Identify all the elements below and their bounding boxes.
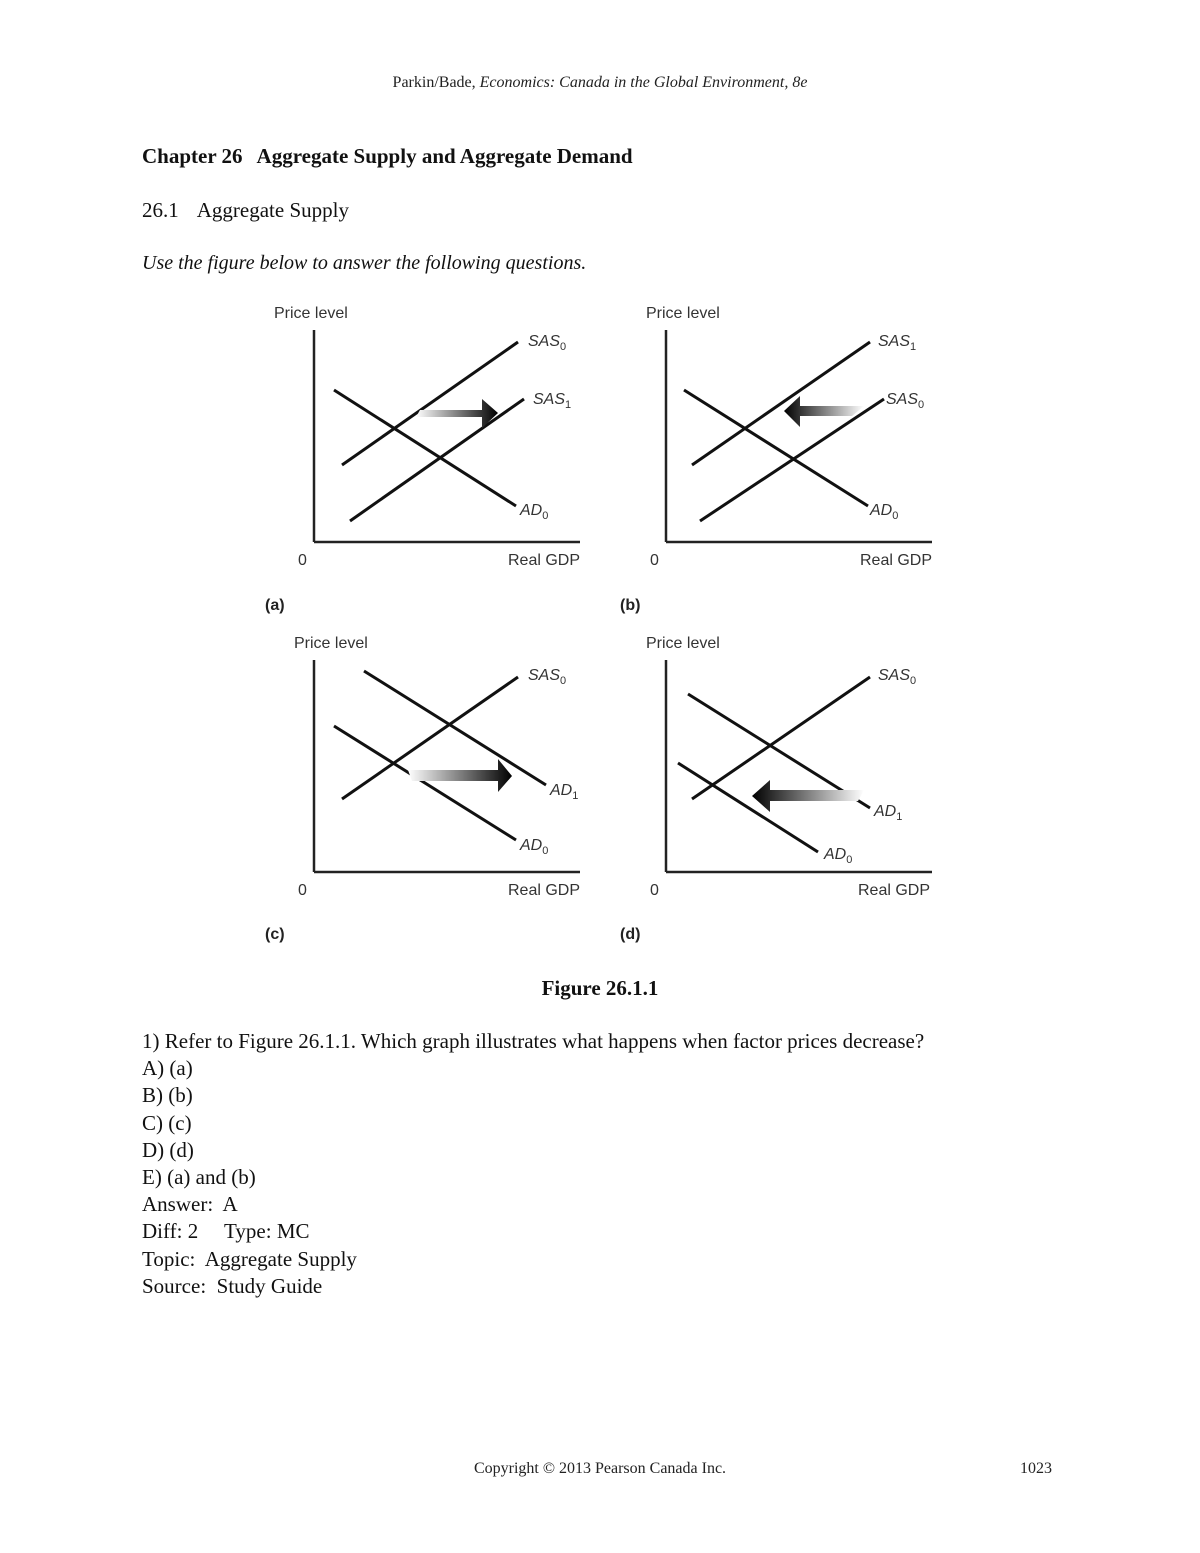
sas0-curve <box>692 677 870 799</box>
question-stem: 1) Refer to Figure 26.1.1. Which graph illustrates what happens when factor prices decrease? <box>142 1029 925 1053</box>
curve-label-ad1: $AD_1$ <box>550 782 579 803</box>
figure-panel-b <box>614 300 944 630</box>
curve-label-sas0: $SAS_0$ <box>528 333 567 354</box>
panel-letter: (a) <box>265 597 285 614</box>
figure-panel-a <box>262 300 592 630</box>
panel-letter: (b) <box>620 597 641 614</box>
y-axis-label: Price level <box>646 305 720 322</box>
header-authors: Parkin/Bade, <box>392 74 476 91</box>
shift-right-arrow <box>408 759 512 792</box>
answer-option: D) (d) <box>142 1137 194 1162</box>
x-axis-label: Real GDP <box>858 882 931 899</box>
y-axis-label: Price level <box>646 635 720 652</box>
section-name: Aggregate Supply <box>196 198 349 222</box>
topic-line: Topic: Aggregate Supply <box>142 1246 357 1271</box>
panel-letter: (d) <box>620 926 641 943</box>
answer-option: C) (c) <box>142 1110 192 1135</box>
running-header <box>0 74 1200 92</box>
y-axis-label: Price level <box>294 635 368 652</box>
curve-label-ad0: $AD_0$ <box>870 502 899 523</box>
chapter-name: Aggregate Supply and Aggregate Demand <box>256 144 633 168</box>
y-axis-label: Price level <box>274 305 348 322</box>
ad0-curve <box>678 763 818 852</box>
chapter-title <box>142 144 633 169</box>
answer-option: B) (b) <box>142 1083 193 1108</box>
origin-label: 0 <box>298 882 307 899</box>
chapter-number: Chapter 26 <box>142 144 243 168</box>
curve-label-sas1: $SAS_1$ <box>878 333 917 354</box>
figure-panel-c <box>262 630 592 960</box>
origin-label: 0 <box>650 882 659 899</box>
page-number: 1023 <box>1020 1460 1052 1477</box>
answer-option: E) (a) and (b) <box>142 1165 256 1190</box>
curve-label-sas0: $SAS_0$ <box>886 391 925 412</box>
ad1-curve <box>364 671 546 785</box>
section-number: 26.1 <box>142 198 179 222</box>
curve-label-ad0: $AD_0$ <box>824 846 853 867</box>
figure-panel-d <box>614 630 944 960</box>
answer-line: Answer: A <box>142 1192 238 1217</box>
curve-label-ad0: $AD_0$ <box>520 837 549 858</box>
header-book-title: Economics: Canada in the Global Environment, 8e <box>479 74 808 91</box>
curve-label-ad0: $AD_0$ <box>520 502 549 523</box>
shift-left-arrow <box>784 396 864 427</box>
curve-label-sas0: $SAS_0$ <box>878 667 917 688</box>
source-line: Source: Study Guide <box>142 1273 323 1298</box>
origin-label: 0 <box>650 552 659 569</box>
answer-option: A) (a) <box>142 1056 193 1081</box>
x-axis-label: Real GDP <box>508 552 581 569</box>
question-block <box>142 1028 924 1300</box>
difficulty-type-line: Diff: 2 Type: MC <box>142 1219 310 1244</box>
shift-left-arrow <box>752 780 864 812</box>
origin-label: 0 <box>298 552 307 569</box>
sas0-curve <box>342 342 518 465</box>
x-axis-label: Real GDP <box>508 882 581 899</box>
sas1-curve <box>692 342 870 465</box>
instruction-text: Use the figure below to answer the following questions. <box>142 252 587 274</box>
panel-letter: (c) <box>265 926 285 943</box>
curve-label-sas0: $SAS_0$ <box>528 667 567 688</box>
x-axis-label: Real GDP <box>860 552 933 569</box>
figure-caption: Figure 26.1.1 <box>541 976 659 1000</box>
curve-label-ad1: $AD_1$ <box>874 803 903 824</box>
footer-copyright: Copyright © 2013 Pearson Canada Inc. <box>473 1460 727 1477</box>
curve-label-sas1: $SAS_1$ <box>533 391 572 412</box>
section-title <box>142 198 349 223</box>
